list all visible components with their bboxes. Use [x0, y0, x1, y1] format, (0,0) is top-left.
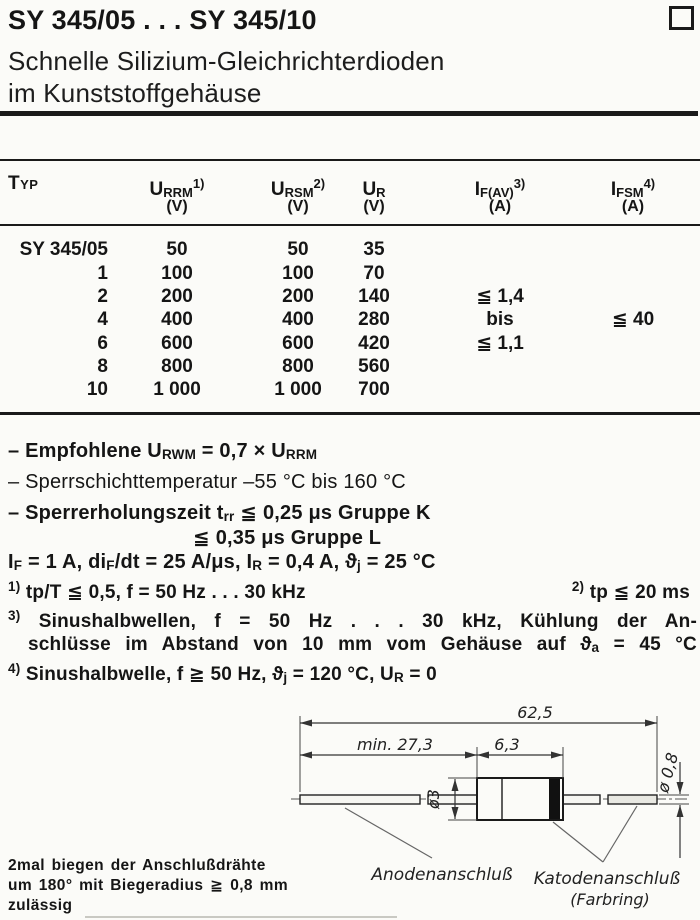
cell-typ: 1: [97, 263, 108, 284]
cell-ursm: 800: [282, 356, 314, 377]
col-header-typ: Typ: [8, 173, 39, 194]
col-header-ifav: IF(AV)$^{3)}$: [474, 176, 526, 200]
subtitle-line2: im Kunststoffgehäuse: [8, 78, 262, 108]
anode-lead-outer: [300, 795, 420, 804]
col-header-ifsm: IFSM$^{4)}$: [610, 176, 656, 200]
col-header-ur: UR: [362, 179, 386, 200]
cell-typ: 6: [97, 333, 108, 354]
note-reverse-recovery: – Sperrerholungszeit trr ≦ 0,25 μs Gruppe K: [8, 502, 431, 524]
table-row: [0, 332, 700, 355]
cell-urrm: 50: [166, 239, 188, 260]
cell-urrm: 600: [161, 333, 193, 354]
table-top-rule: [0, 159, 700, 161]
bend-note-line1: 2mal biegen der Anschlußdrähte: [8, 857, 266, 874]
note-recommended-urwm: – Empfohlene URWM = 0,7 × URRM: [8, 440, 318, 462]
cell-urrm: 800: [161, 356, 193, 377]
table-row: [0, 238, 700, 261]
cathode-leader-line-2: [603, 806, 637, 862]
cell-typ: 10: [86, 379, 108, 400]
bend-note-line3: zulässig: [8, 897, 73, 914]
cell-ur: 280: [358, 309, 390, 330]
table-row: [0, 285, 700, 308]
package-outline-drawing: [285, 700, 700, 920]
thick-divider-rule: [0, 111, 698, 116]
cell-typ: SY 345/05: [19, 239, 108, 260]
cell-ursm: 50: [287, 239, 309, 260]
table-row: [0, 378, 700, 401]
footnote-3-line2: schlüsse im Abstand von 10 mm vom Gehäuse auf ϑa = 45 °C: [28, 634, 697, 655]
dim-wire-diameter-label: ø 0,8: [653, 750, 683, 795]
col-unit-urrm: (V): [166, 198, 188, 215]
cell-ursm: 1 000: [274, 379, 322, 400]
col-unit-ur: (V): [363, 198, 385, 215]
cathode-label-2: (Farbring): [570, 890, 650, 909]
cell-ur: 560: [358, 356, 390, 377]
cell-ifav: ≦ 1,1: [476, 333, 524, 354]
cell-ur: 70: [363, 263, 385, 284]
scan-edge-artifact: [85, 916, 397, 918]
cell-ifav: bis: [486, 309, 514, 330]
anode-leader-line: [345, 808, 432, 858]
col-header-urrm: URRM$^{1)}$: [149, 176, 205, 200]
cell-urrm: 100: [161, 263, 193, 284]
cell-ursm: 100: [282, 263, 314, 284]
cell-ifav: ≦ 1,4: [476, 286, 524, 307]
table-row: [0, 262, 700, 285]
cell-typ: 4: [97, 309, 108, 330]
subtitle-line1: Schnelle Silizium-Gleichrichterdioden: [8, 46, 445, 76]
cell-ursm: 600: [282, 333, 314, 354]
anode-label: Anodenanschluß: [371, 865, 513, 885]
cell-ursm: 200: [282, 286, 314, 307]
dim-body-label: 6,3: [494, 735, 520, 754]
dim-total-label: 62,5: [517, 703, 553, 722]
cell-ur: 420: [358, 333, 390, 354]
cell-urrm: 400: [161, 309, 193, 330]
table-row: [0, 355, 700, 378]
col-unit-ursm: (V): [287, 198, 309, 215]
col-unit-ifsm: (A): [621, 198, 645, 215]
footnote-4: $^{4)}$ Sinushalbwelle, f ≧ 50 Hz, ϑj = 120 °C, UR = 0: [8, 661, 437, 685]
footnote-2: $^{2)}$ tp ≦ 20 ms: [571, 579, 690, 603]
cell-urrm: 200: [161, 286, 193, 307]
col-header-ursm: URSM$^{2)}$: [270, 176, 326, 200]
note-junction-temperature: – Sperrschichttemperatur –55 °C bis 160 °C: [8, 471, 406, 493]
cell-ur: 140: [358, 286, 390, 307]
table-bottom-rule: [0, 412, 700, 415]
dim-lead-label: min. 27,3: [357, 735, 433, 754]
corner-checkbox: [669, 6, 694, 30]
cathode-label: Katodenanschluß: [533, 869, 681, 889]
cell-ursm: 400: [282, 309, 314, 330]
table-row: [0, 308, 700, 331]
cathode-color-ring: [549, 779, 560, 819]
cell-typ: 2: [97, 286, 108, 307]
cell-ifsm: ≦ 40: [611, 309, 655, 330]
note-reverse-recovery-group-l: ≦ 0,35 μs Gruppe L: [193, 527, 382, 549]
col-unit-ifav: (A): [488, 198, 512, 215]
cathode-lead-inner: [563, 795, 600, 804]
page-title: SY 345/05 . . . SY 345/10: [8, 5, 317, 35]
dim-body-diameter-label: ø3: [424, 789, 443, 809]
footnote-1: $^{1)}$ tp/T ≦ 0,5, f = 50 Hz . . . 30 kHz: [8, 579, 306, 603]
cell-urrm: 1 000: [153, 379, 201, 400]
table-header-rule: [0, 224, 700, 226]
footnote-3-line1: $^{3)}$ Sinushalbwellen, f = 50 Hz . . . 30 kHz, Kühlung der An-: [8, 608, 697, 632]
note-test-conditions: IF = 1 A, diF/dt = 25 A/μs, IR = 0,4 A, ϑj = 25 °C: [8, 551, 436, 573]
cell-typ: 8: [97, 356, 108, 377]
cathode-lead-outer: [608, 795, 657, 804]
cell-ur: 35: [363, 239, 385, 260]
cell-ur: 700: [358, 379, 390, 400]
cathode-leader-line: [553, 822, 603, 862]
bend-note-line2: um 180° mit Biegeradius ≧ 0,8 mm: [8, 877, 289, 894]
